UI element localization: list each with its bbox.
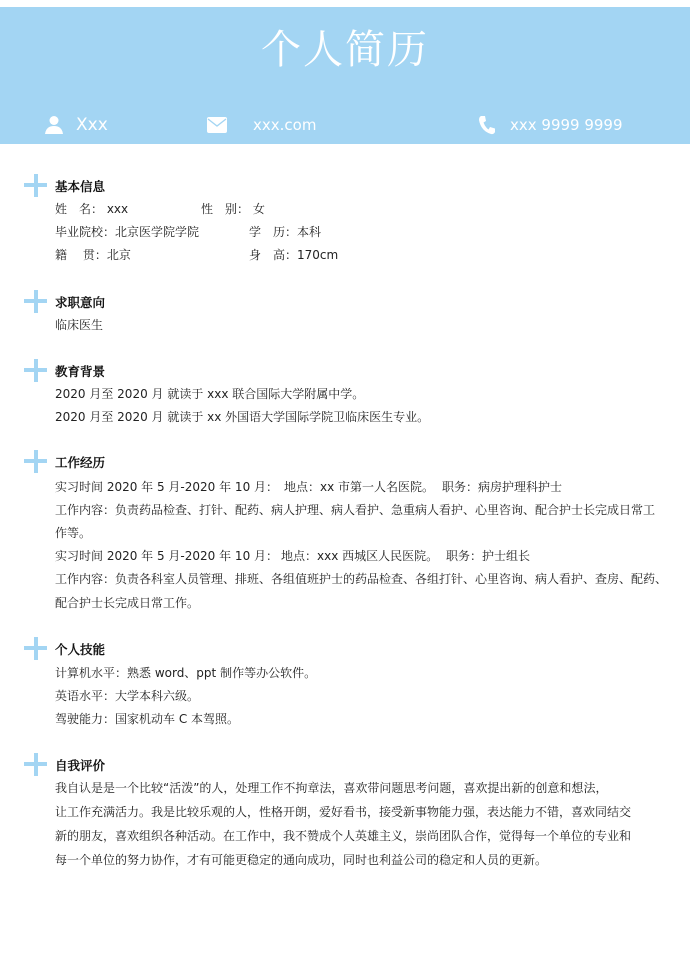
self-eval-line: 新的朋友，喜欢组织各种活动。在工作中，我不赞成个人英雄主义，崇尚团队合作，觉得每一个单位的专业和 (55, 829, 632, 843)
intent-line: 临床医生 (55, 318, 104, 332)
envelope-icon (207, 117, 227, 133)
job-content: 工作内容：负责药品检查、打针、配药、病人护理、病人看护、急重病人看护、心里咨询、配合护士长完成日常工 (55, 503, 656, 517)
section-education (0, 359, 690, 424)
skill-line: 英语水平：大学本科六级。 (55, 689, 200, 703)
info-degree: 学 历：本科 (249, 225, 322, 239)
section-title: 基本信息 (55, 179, 106, 194)
phone-icon (478, 115, 496, 135)
section-work (0, 450, 690, 610)
resume-header (0, 7, 690, 144)
info-school: 毕业院校：北京医学院学院 (55, 225, 200, 239)
job-time: 实习时间 2020 年 5 月-2020 年 10 月： (55, 549, 279, 563)
job-time: 实习时间 2020 年 5 月-2020 年 10 月： (55, 480, 279, 494)
self-eval-line: 让工作充满活力。我是比较乐观的人，性格开朗，爱好看书，接受新事物能力强，表达能力不错，喜欢同结交 (55, 805, 632, 819)
info-gender: 性 别： 女 (201, 202, 265, 216)
plus-icon (24, 753, 47, 776)
plus-icon (24, 637, 47, 660)
plus-icon (24, 290, 47, 313)
section-skills (0, 637, 690, 726)
email-value: xxx.com (253, 116, 317, 134)
info-hometown: 籍 贯：北京 (55, 248, 131, 262)
section-title: 个人技能 (55, 642, 106, 657)
phone-value: xxx 9999 9999 (510, 116, 623, 134)
section-self-evaluation (0, 753, 690, 867)
info-height: 身 高：170cm (249, 248, 339, 262)
job-place: 地点：xx 市第一人名医院。 (284, 480, 435, 494)
section-title: 求职意向 (55, 295, 106, 310)
plus-icon (24, 359, 47, 382)
contact-phone (478, 111, 623, 139)
skill-line: 计算机水平：熟悉 word、ppt 制作等办公软件。 (55, 666, 317, 680)
education-line: 2020 月至 2020 月 就读于 xxx 联合国际大学附属中学。 (55, 387, 365, 401)
section-job-intent (0, 290, 690, 332)
job-place: 地点：xxx 西城区人民医院。 (281, 549, 439, 563)
section-title: 教育背景 (55, 364, 106, 379)
self-eval-line: 每一个单位的努力协作，才有可能更稳定的通向成功，同时也利益公司的稳定和人员的更新。 (55, 853, 548, 867)
section-basic-info (0, 174, 690, 262)
person-icon (44, 115, 64, 135)
name-value: Xxx (76, 115, 108, 135)
plus-icon (24, 174, 47, 197)
job-content: 作等。 (55, 526, 92, 540)
info-name: 姓 名： xxx (55, 202, 129, 216)
plus-icon (24, 450, 47, 473)
section-title: 自我评价 (55, 758, 106, 773)
skill-line: 驾驶能力：国家机动车 C 本驾照。 (55, 712, 240, 726)
job-role: 职务：护士组长 (446, 549, 531, 563)
contact-email (207, 111, 316, 139)
job-content: 工作内容：负责各科室人员管理、排班、各组值班护士的药品检查、各组打针、心里咨询、病人看护、查房、配药、 (55, 572, 668, 586)
contact-name (44, 111, 108, 139)
self-eval-line: 我自认是是一个比较“活泼”的人，处理工作不拘章法，喜欢带问题思考问题，喜欢提出新的创意和想法， (55, 781, 608, 795)
job-role: 职务：病房护理科护士 (442, 480, 563, 494)
section-title: 工作经历 (55, 455, 106, 470)
resume-title: 个人简历 (261, 27, 429, 73)
education-line: 2020 月至 2020 月 就读于 xx 外国语大学国际学院卫临床医生专业。 (55, 410, 430, 424)
job-content: 配合护士长完成日常工作。 (55, 596, 200, 610)
